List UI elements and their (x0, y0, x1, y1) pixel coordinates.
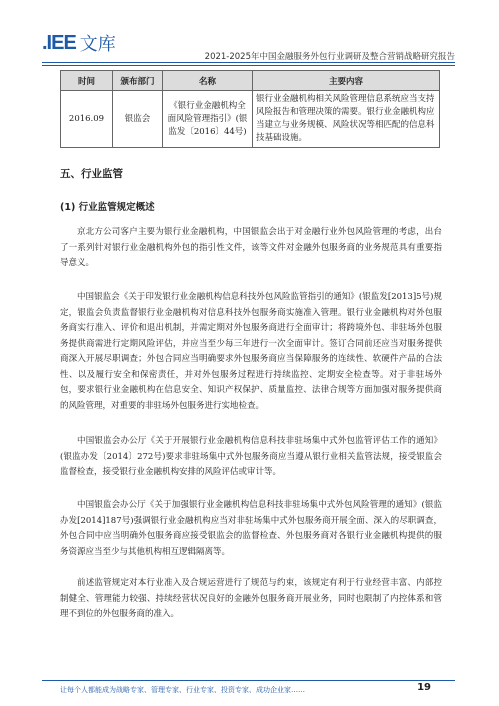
logo-mark: .IEE (42, 31, 76, 54)
page-header (0, 0, 499, 62)
col-header-name: 名称 (163, 71, 253, 91)
cell-content: 银行业金融机构相关风险管理信息系统应当支持风险报告和管理决策的需要。银行业金融机构应当建立与业务规模、风险状况等相匹配的信息科技基础设施。 (253, 91, 440, 148)
col-header-content: 主要内容 (253, 71, 440, 91)
regulation-table (60, 70, 440, 148)
footer-divider (42, 680, 455, 681)
col-header-dept: 颁布部门 (113, 71, 163, 91)
cell-time: 2016.09 (61, 91, 113, 148)
paragraph: 京北方公司客户主要为银行业金融机构，中国银监会出于对金融行业外包风险管理的考虑，出台了一系列针对银行业金融机构外包的指引性文件，该等文件对金融外包服务商的业务规范具有重要指导意义。 (60, 227, 442, 268)
subsection-heading: (1) 行业监管规定概述 (60, 202, 155, 213)
logo-text: 文库 (79, 34, 116, 55)
brand-logo[interactable] (42, 30, 116, 56)
footer-slogan: 让每个人都能成为战略专家、管理专家、行业专家、投资专家、成功企业家…… (60, 686, 305, 694)
cell-name: 《银行业金融机构全面风险管理指引》(银监发〔2016〕44号) (163, 91, 253, 148)
paragraph: 中国银监会《关于印发银行业金融机构信息科技外包风险监管指引的通知》(银监发[2013]5号)规定，银监会负责监督银行业金融机构对信息科技外包服务商实施准入管理。银行业金融机构对外包服务商实行准入、评价和退出机制，并需定期对外包服务商进行全面审计；将跨境外包、非驻场外包服务提供商需进行定期风险评估，并应当至少每三年进行一次全面审计。签订合同前还应当对服务提供商深入开展尽职调查；外包合同应当明确要求外包服务商应当保障服务的连续性、软硬件产品的合法性、以及履行安全和保密责任，并对外包服务过程进行持续监控、定期安全检查等。对于非驻场外包，要求银行业金融机构在信息安全、知识产权保护、质量监控、法律合规等方面加强对服务提供商的风险管理，对重要的非驻场外包服务进行实地检查。 (60, 292, 442, 411)
section-heading: 五、行业监管 (60, 168, 123, 180)
paragraph: 中国银监会办公厅《关于开展银行业金融机构信息科技非驻场集中式外包监管评估工作的通知》(银监办发〔2014〕272号)要求非驻场集中式外包服务商应当遵从银行业相关监管法规，接受银监会监督检查，接受银行业金融机构安排的风险评估或审计等。 (60, 436, 442, 477)
paragraph: 中国银监会办公厅《关于加强银行业金融机构信息科技非驻场集中式外包风险管理的通知》(银监办发[2014]187号)强调银行业金融机构应当对非驻场集中式外包服务商开展全面、深入的尽职调查，外包合同中应当明确外包服务商应接受银监会的监督检查、外包服务商对各银行业金融机构提供的服务资源应当至少与其他机构相互逻辑隔离等。 (60, 500, 442, 557)
header-divider (42, 62, 455, 63)
cell-dept: 银监会 (113, 91, 163, 148)
header-divider-thin (42, 65, 455, 66)
col-header-time: 时间 (61, 71, 113, 91)
page-number: 19 (417, 682, 431, 693)
table-header-row (61, 71, 440, 91)
table-row (61, 91, 440, 148)
paragraph: 前述监管规定对本行业准入及合规运营进行了规范与约束，该规定有利于行业经营丰富、内部控制健全、管理能力较强、持续经营状况良好的金融外包服务商开展业务，同时也限制了内控体系和管理不到位的外包服务商的准入。 (60, 578, 442, 619)
document-title: 2021-2025年中国金融服务外包行业调研及整合营销战略研究报告 (204, 52, 455, 62)
